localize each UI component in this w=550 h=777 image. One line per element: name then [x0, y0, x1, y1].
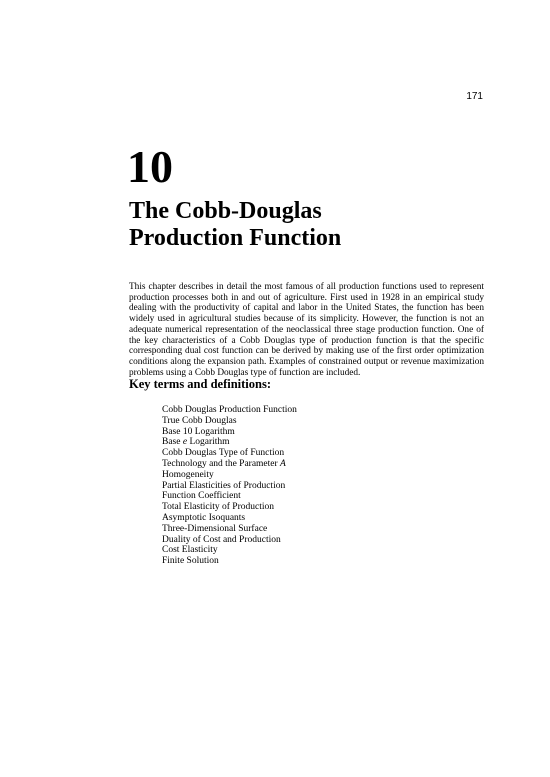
key-term-item: Total Elasticity of Production	[162, 502, 274, 513]
page-number: 171	[466, 91, 483, 102]
intro-paragraph: This chapter describes in detail the most famous of all production functions used to represent production processes both in and out of agriculture. First used in 1928 in an empirical study dealing with the productivity of capital and labor in the United States, the function has been widely used in agricultural studies because of its simplicity. However, the function is not an adequate numerical representation of the neoclassical three stage production function. One of the key characteristics of a Cobb Douglas type of production function is that the specific corresponding dual cost function can be derived by making use of the first order optimization conditions along the expansion path. Examples of constrained output or revenue maximization problems using a Cobb Douglas type of function are included.	[129, 282, 484, 378]
key-term-item: Three-Dimensional Surface	[162, 523, 268, 534]
key-term-item: Function Coefficient	[162, 491, 241, 502]
key-term-item: True Cobb Douglas	[162, 415, 237, 426]
key-term-item: Cobb Douglas Production Function	[162, 405, 297, 415]
key-term-item: Finite Solution	[162, 556, 219, 567]
key-terms-heading: Key terms and definitions:	[129, 377, 272, 391]
chapter-title-line-1: The Cobb-Douglas	[129, 198, 322, 224]
key-term-item: Duality of Cost and Production	[162, 534, 281, 545]
key-term-item: Partial Elasticities of Production	[162, 480, 286, 491]
key-term-item: Base e Logarithm	[162, 437, 230, 448]
key-term-item: Base 10 Logarithm	[162, 426, 235, 437]
key-terms-list	[162, 405, 297, 567]
key-term-item: Cost Elasticity	[162, 545, 218, 556]
key-term-item: Cobb Douglas Type of Function	[162, 448, 285, 459]
chapter-title-line-2: Production Function	[129, 225, 342, 251]
key-term-item: Asymptotic Isoquants	[162, 512, 246, 523]
key-term-item: Homogeneity	[162, 469, 214, 480]
chapter-title	[129, 198, 341, 252]
key-term-item: Technology and the Parameter A	[162, 458, 286, 469]
chapter-number: 10	[127, 141, 173, 192]
